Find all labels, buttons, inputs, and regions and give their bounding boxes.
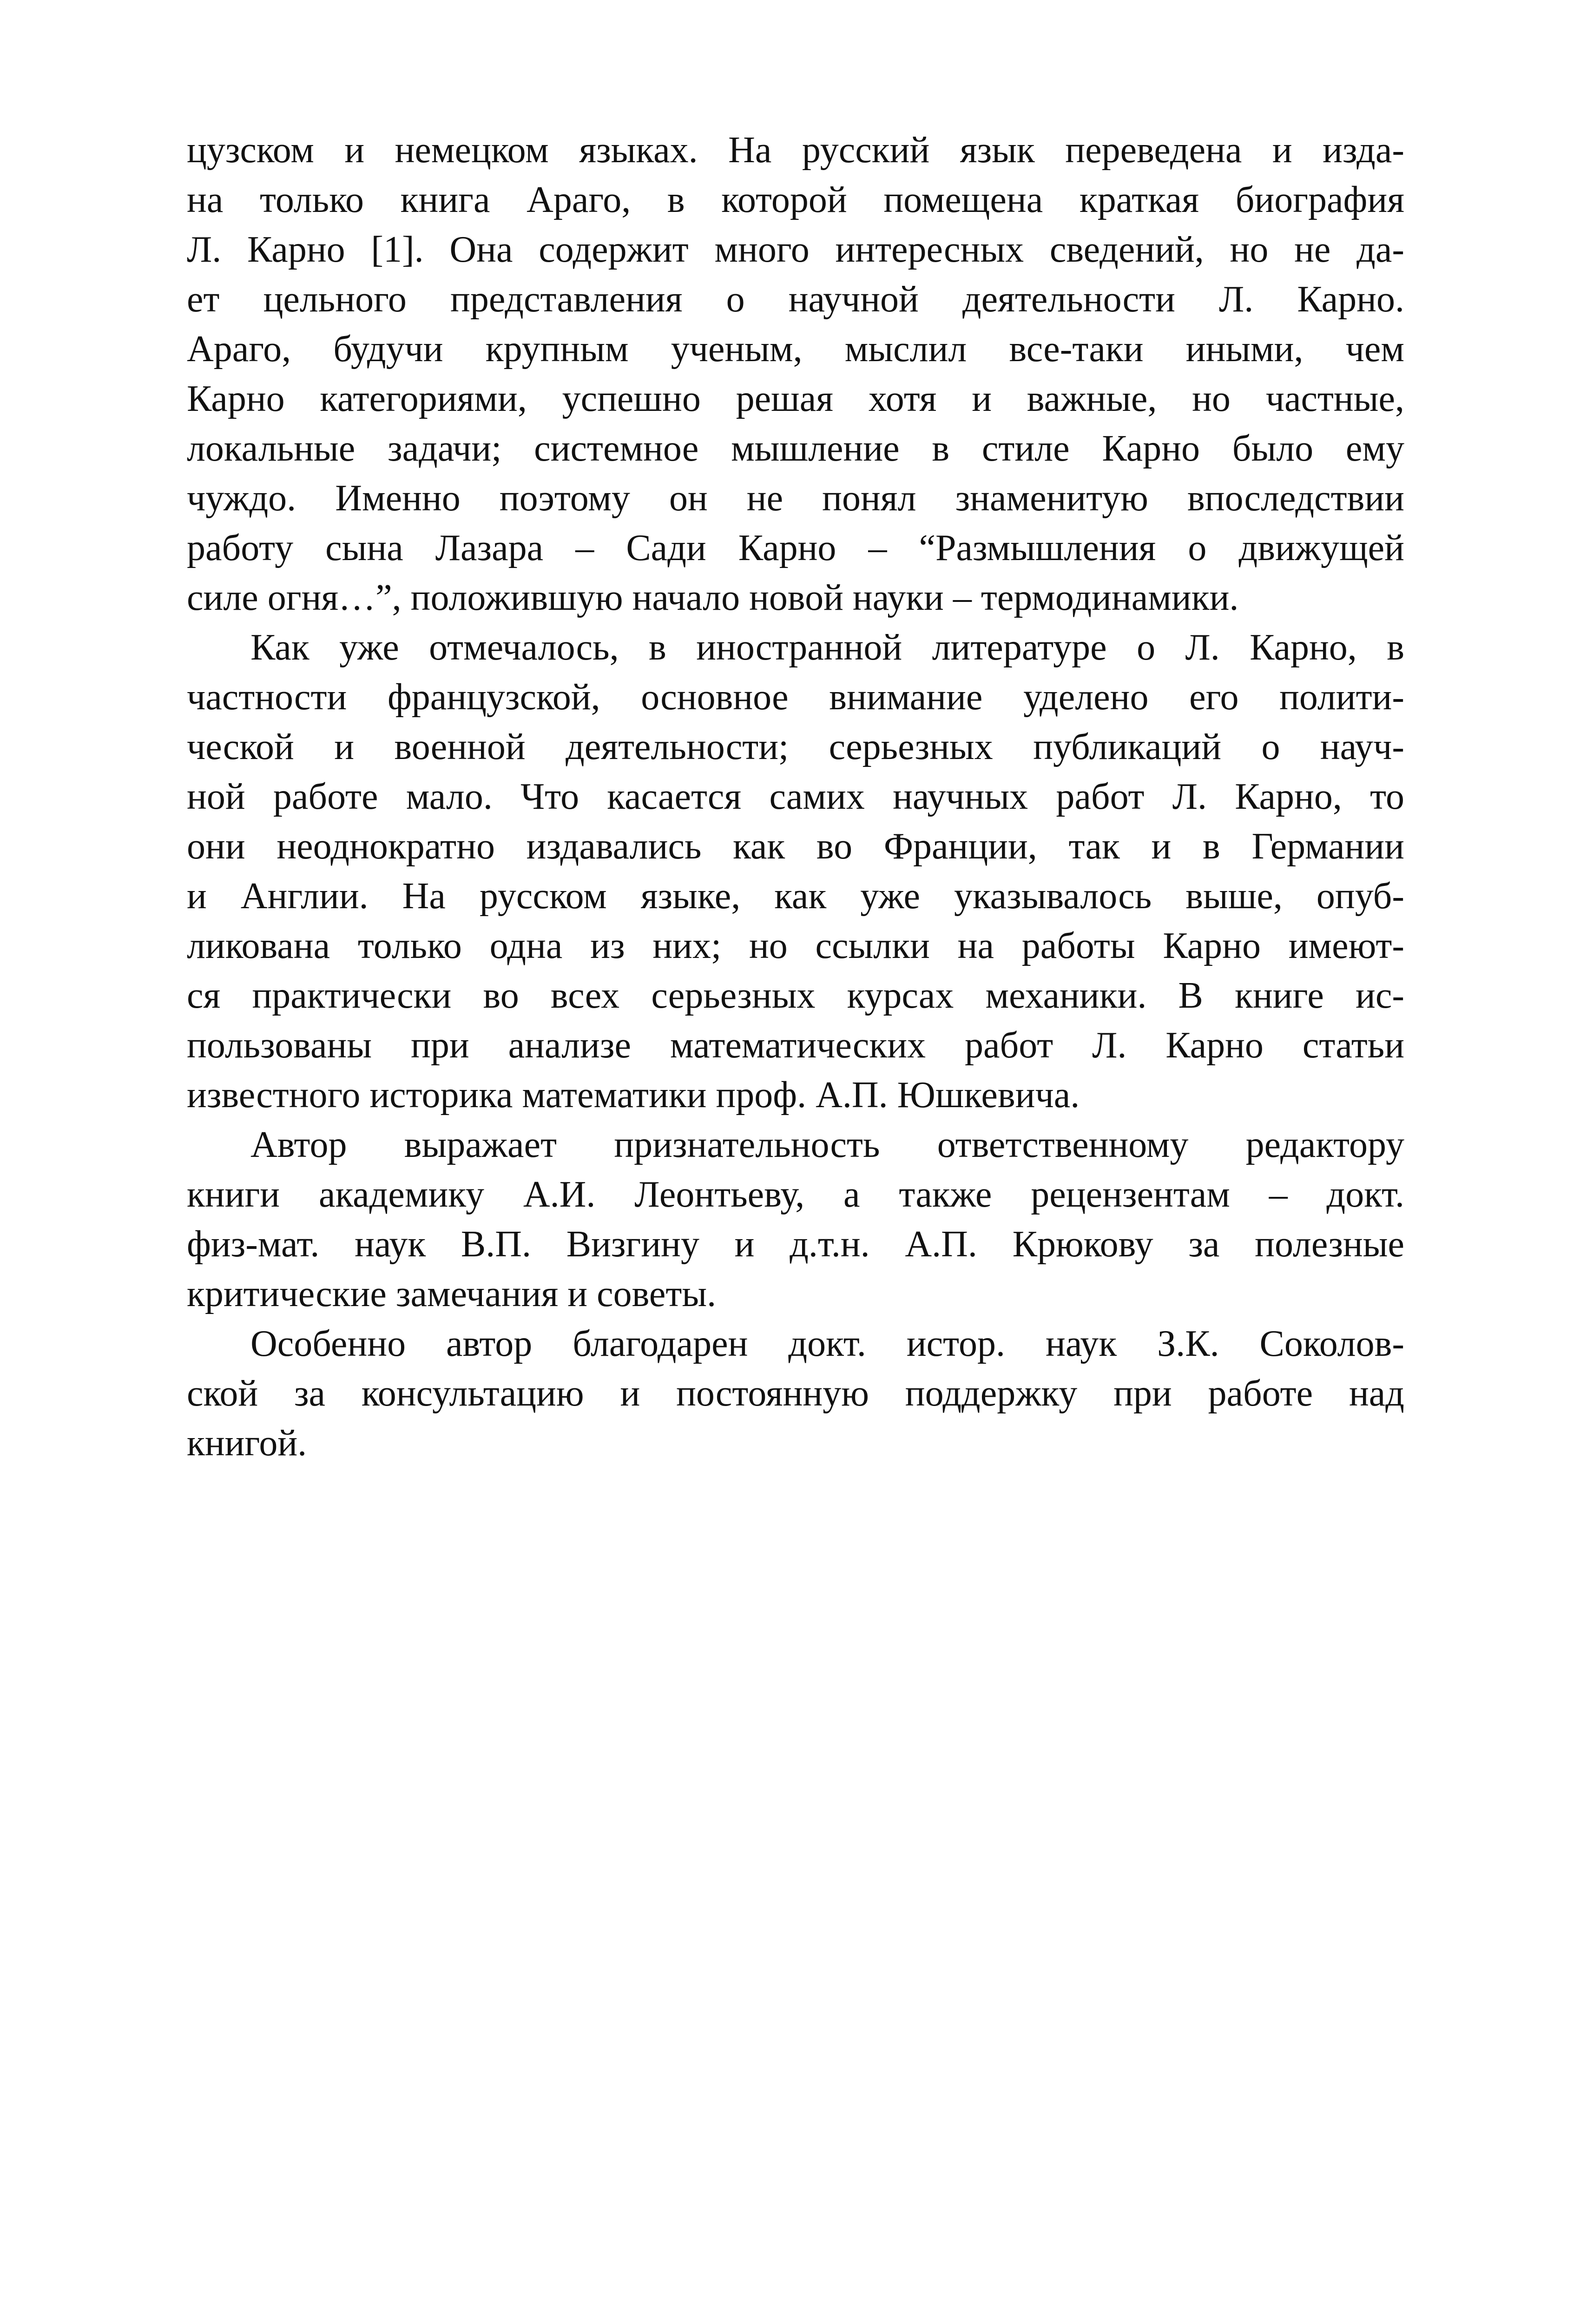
text-line: чуждо. Именно поэтому он не понял знаменитую впоследствии <box>187 478 1404 519</box>
paragraph <box>187 1120 1404 1319</box>
text-line: пользованы при анализе математических работ Л. Карно статьи <box>187 1025 1404 1066</box>
text-line: книгой. <box>187 1423 307 1464</box>
text-line: книги академику А.И. Леонтьеву, а также рецензентам – докт. <box>187 1174 1404 1215</box>
text-line: они неоднократно издавались как во Франции, так и в Германии <box>187 826 1404 867</box>
text-line: Араго, будучи крупным ученым, мыслил все-таки иными, чем <box>187 329 1404 370</box>
text-line: и Англии. На русском языке, как уже указывалось выше, опуб- <box>187 876 1404 917</box>
text-line: Л. Карно [1]. Она содержит много интересных сведений, но не да- <box>187 229 1404 270</box>
paragraph <box>187 1319 1404 1468</box>
body-text <box>187 125 1404 1468</box>
text-line: ческой и военной деятельности; серьезных публикаций о науч- <box>187 726 1404 767</box>
text-line: ся практически во всех серьезных курсах механики. В книге ис- <box>187 975 1404 1016</box>
text-line: ликована только одна из них; но ссылки на работы Карно имеют- <box>187 925 1404 966</box>
text-line: ской за консультацию и постоянную поддержку при работе над <box>187 1373 1404 1414</box>
text-line: известного историка математики проф. А.П. Юшкевича. <box>187 1075 1080 1116</box>
text-line: работу сына Лазара – Сади Карно – “Размышления о движущей <box>187 528 1404 568</box>
text-line: силе огня…”, положившую начало новой науки – термодинамики. <box>187 577 1239 618</box>
paragraph <box>187 623 1404 1120</box>
text-line: цузском и немецком языках. На русский язык переведена и изда- <box>187 130 1404 171</box>
paragraph <box>187 125 1404 623</box>
text-line: физ-мат. наук В.П. Визгину и д.т.н. А.П. Крюкову за полезные <box>187 1224 1404 1265</box>
text-line: Как уже отмечалось, в иностранной литературе о Л. Карно, в <box>250 627 1404 668</box>
text-line: на только книга Араго, в которой помещена краткая биография <box>187 179 1404 220</box>
text-line: частности французской, основное внимание уделено его полити- <box>187 677 1404 718</box>
text-line: критические замечания и советы. <box>187 1274 717 1314</box>
text-line: локальные задачи; системное мышление в стиле Карно было ему <box>187 428 1404 469</box>
text-line: Особенно автор благодарен докт. истор. наук З.К. Соколов- <box>250 1323 1404 1364</box>
text-line: Автор выражает признательность ответственному редактору <box>250 1124 1404 1165</box>
text-line: ет цельного представления о научной деятельности Л. Карно. <box>187 279 1404 320</box>
text-line: ной работе мало. Что касается самих научных работ Л. Карно, то <box>187 776 1404 817</box>
text-line: Карно категориями, успешно решая хотя и важные, но частные, <box>187 378 1404 419</box>
